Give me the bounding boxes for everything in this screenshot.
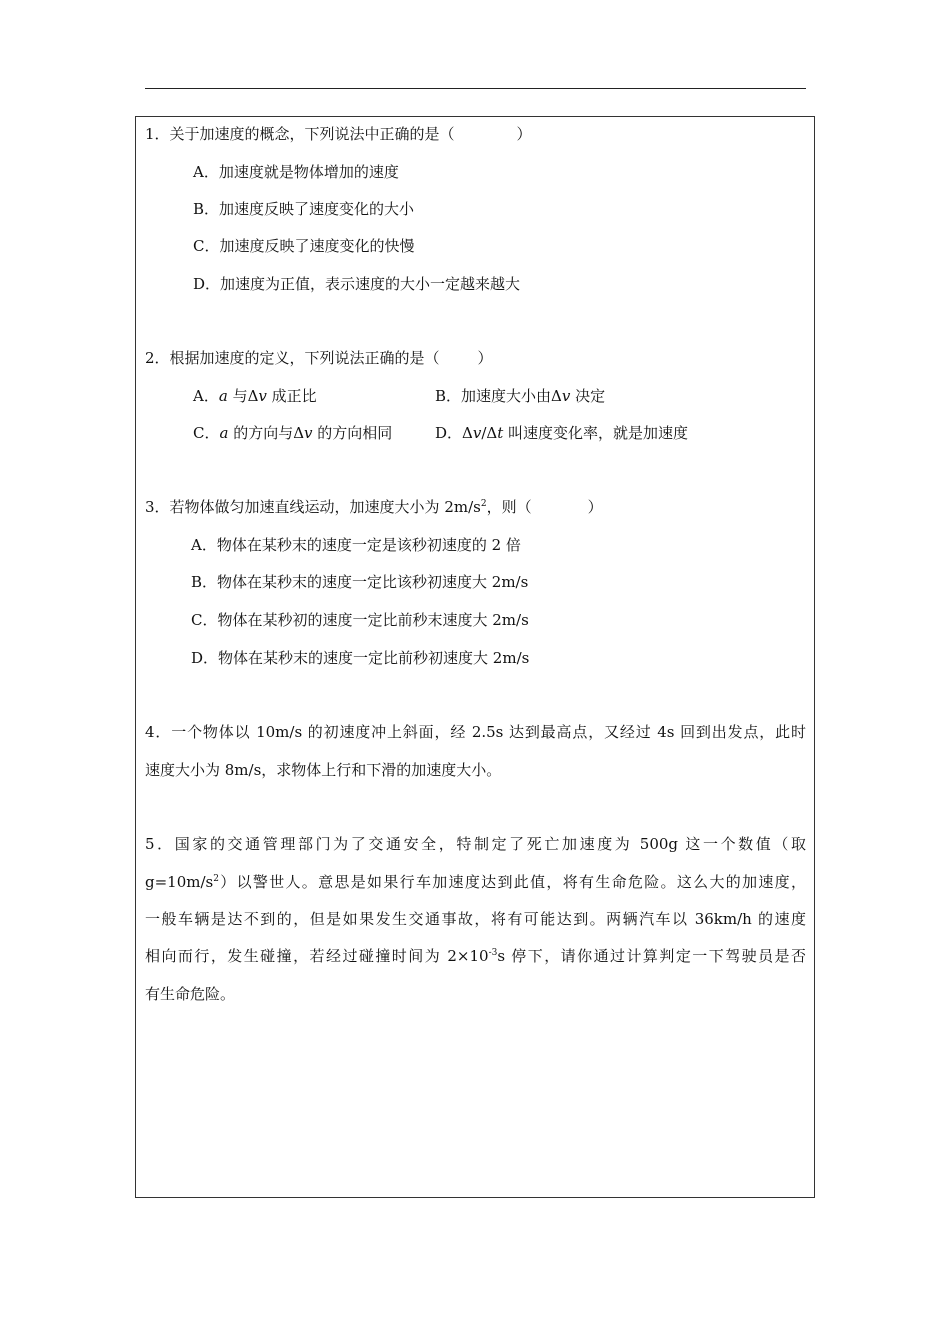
q2-option-d: D．Δv/Δt 叫速度变化率，就是加速度 [435,424,689,442]
q3-option-d: D．物体在某秒末的速度一定比前秒初速度大 2m/s [191,649,530,667]
q1-option-c: C．加速度反映了速度变化的快慢 [193,237,415,255]
q4-line-2: 速度大小为 8m/s，求物体上行和下滑的加速度大小。 [145,761,502,779]
q5-line-5: 有生命危险。 [145,985,236,1003]
q3-stem: 3．若物体做匀加速直线运动，加速度大小为 $2m/s^2$，则（ ） [145,498,603,516]
q2-option-b: B．加速度大小由Δv 决定 [435,387,606,405]
q5-line-2: $g=10m/s^2$）以警世人。意思是如果行车加速度达到此值，将有生命危险。这么大的加速度， [145,873,806,891]
q1-option-a: A．加速度就是物体增加的速度 [193,163,399,181]
q4-line-1: 4．一个物体以 10m/s 的初速度冲上斜面，经 2.5s 达到最高点，又经过 4s 回到出发点，此时 [145,723,806,741]
q1-option-d: D．加速度为正值，表示速度的大小一定越来越大 [193,275,521,293]
q3-option-b: B．物体在某秒末的速度一定比该秒初速度大 2m/s [191,573,529,591]
q5-line-3: 一般车辆是达不到的，但是如果发生交通事故，将有可能达到。两辆汽车以 36km/h 的速度 [145,910,806,928]
q3-option-a: A．物体在某秒末的速度一定是该秒初速度的 2 倍 [191,536,521,554]
q2-option-c: C．a 的方向与Δv 的方向相同 [193,424,393,442]
q1-option-b: B．加速度反映了速度变化的大小 [193,200,415,218]
q5-line-4: 相向而行，发生碰撞，若经过碰撞时间为 $2\times 10^{-3}s$ 停下，请你通过计算判定一下驾驶员是否 [145,947,807,965]
q2-option-a: A．a 与Δv 成正比 [193,387,317,405]
q2-stem: 2．根据加速度的定义，下列说法正确的是（ ） [145,349,493,367]
q3-option-c: C．物体在某秒初的速度一定比前秒末速度大 2m/s [191,611,529,629]
q5-line-1: 5．国家的交通管理部门为了交通安全，特制定了死亡加速度为 500g 这一个数值（取 [145,835,806,853]
header-rule [145,88,806,89]
q1-stem: 1．关于加速度的概念，下列说法中正确的是（ ） [145,125,532,143]
